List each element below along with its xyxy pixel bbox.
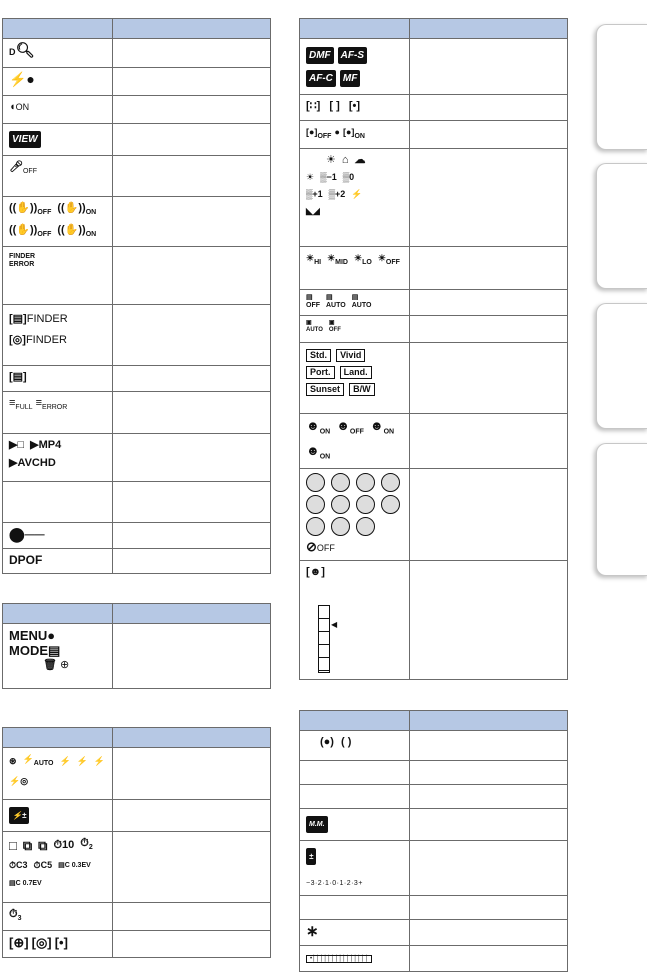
picture-effect-soft-focus-icon bbox=[381, 495, 400, 514]
nr-auto-2-icon: ▤ AUTO bbox=[351, 294, 372, 309]
finder-error-icon: FINDER ERROR bbox=[9, 253, 36, 269]
table-row bbox=[300, 343, 410, 414]
finder-2-icon: [◎]FINDER bbox=[9, 334, 67, 347]
dro-lo-icon: $☀_{LO}$ bbox=[354, 253, 372, 266]
table-row: ◖ON bbox=[3, 96, 113, 124]
ae-lock-icon: ∗ bbox=[306, 923, 319, 940]
nr-off-icon: ▤ OFF bbox=[306, 294, 320, 309]
spot-metering-icon: [•] bbox=[54, 935, 68, 951]
wb-custom-icon: ◣◢ bbox=[306, 206, 320, 216]
face-detect-on-icon: $[●]_{ON}$ bbox=[343, 127, 365, 140]
playback-avchd-icon: ▶AVCHD bbox=[9, 457, 56, 470]
left-table-2 bbox=[2, 603, 271, 689]
creative-std-icon: Std. bbox=[306, 349, 331, 362]
self-timer-2-icon: $⏱︎_2$ bbox=[80, 837, 93, 852]
wb-shade-icon: ⌂ bbox=[341, 154, 349, 166]
dro-off-icon: $☀_{OFF}$ bbox=[377, 253, 400, 266]
table-row: D🔍︎ bbox=[3, 39, 113, 68]
table-row bbox=[3, 124, 113, 156]
flash-on-icon: ⚡ bbox=[59, 755, 71, 766]
picture-effect-high-key-icon bbox=[306, 495, 325, 514]
table-row: ⊘OFF bbox=[300, 469, 410, 561]
table-row bbox=[300, 920, 410, 946]
continuous-icon: ⧉ bbox=[22, 838, 33, 854]
finder-1-icon: [▤]FINDER bbox=[9, 313, 68, 326]
table-row bbox=[300, 414, 410, 469]
side-tab-3[interactable] bbox=[596, 303, 647, 429]
af-illuminator-icon: ◖ bbox=[9, 101, 16, 113]
zoom-magnifier-icon: D bbox=[9, 47, 16, 57]
table-row bbox=[300, 561, 410, 680]
picture-effect-toy-camera-icon bbox=[356, 495, 375, 514]
table-row bbox=[3, 624, 113, 689]
flash-off-icon: ⊛ bbox=[9, 755, 17, 766]
picture-effect-high-contrast-icon bbox=[331, 495, 350, 514]
menu-icon: MENU● bbox=[9, 628, 56, 643]
left-table-3 bbox=[2, 727, 271, 958]
face-detect-off-icon: $[●]_{OFF}$ bbox=[306, 127, 332, 140]
face-detect-icon: ● bbox=[334, 127, 340, 137]
table-row bbox=[300, 95, 410, 121]
focus-adjusting-icon: ( ) bbox=[341, 736, 352, 748]
smile-on-icon: $☻_{ON}$ bbox=[306, 418, 331, 436]
single-shot-icon: □ bbox=[9, 838, 17, 854]
picture-effect-partial-color-icon bbox=[381, 473, 400, 492]
table-row bbox=[3, 931, 113, 958]
flash-rear-icon: ⚡ bbox=[93, 755, 106, 766]
flash-redeye-icon: ⚡◎ bbox=[9, 775, 29, 786]
side-tab-2[interactable] bbox=[596, 163, 647, 289]
bracket-07-icon: ▤C 0.7EV bbox=[9, 880, 42, 888]
lens-comp-off-icon: ▣ OFF bbox=[328, 320, 341, 333]
table-row bbox=[300, 121, 410, 149]
smile-on-3-icon: $☻_{ON}$ bbox=[306, 442, 331, 461]
table-row bbox=[3, 247, 113, 305]
picture-effect-miniature-icon bbox=[356, 517, 375, 536]
left-table-1 bbox=[2, 18, 271, 574]
table-row: $🎤︎_{OFF}$ bbox=[3, 156, 113, 197]
steadyshot-on-icon: $((✋))_{ON}$ bbox=[57, 202, 97, 217]
table-row bbox=[3, 748, 113, 800]
wb-fluor-p2-icon: ▒+2 bbox=[328, 189, 346, 199]
table-row bbox=[3, 549, 113, 574]
table-header bbox=[3, 604, 113, 624]
table-header bbox=[3, 728, 113, 748]
wb-fluor-0-icon: ▒0 bbox=[342, 172, 355, 182]
table-row bbox=[3, 903, 113, 931]
bracket-03-icon: ▤C 0.3EV bbox=[58, 862, 91, 870]
picture-effect-rich-tone-icon bbox=[331, 517, 350, 536]
table-header bbox=[3, 19, 113, 39]
table-row bbox=[300, 247, 410, 290]
table-row bbox=[300, 841, 410, 896]
wb-incandescent-icon: ☀ bbox=[306, 172, 315, 182]
steadyshot-off-icon: $((✋))_{OFF}$ bbox=[9, 202, 52, 217]
flash-auto-icon: $⚡_{AUTO}$ bbox=[22, 754, 54, 767]
view-icon: VIEW bbox=[9, 131, 41, 148]
dmf-icon: DMF bbox=[306, 47, 334, 64]
ev-scale: −3·2·1·0·1·2·3+ bbox=[306, 880, 363, 887]
memory-error-icon: ≡ bbox=[35, 397, 43, 410]
center-metering-icon: [◎] bbox=[31, 935, 52, 951]
picture-effect-pop-icon bbox=[331, 473, 350, 492]
table-row bbox=[3, 366, 113, 392]
picture-effect-posterization-icon bbox=[306, 473, 325, 492]
table-row: $\equiv_{FULL} \equiv_{ERROR}$ bbox=[3, 392, 113, 434]
metered-manual-icon: M.M. bbox=[306, 816, 328, 833]
af-c-icon: AF-C bbox=[306, 70, 336, 87]
dro-hi-icon: $☀_{HI}$ bbox=[306, 253, 322, 266]
focus-locked-icon: (●) bbox=[320, 736, 334, 748]
mf-icon: MF bbox=[340, 70, 360, 87]
picture-effect-retro-icon bbox=[356, 473, 375, 492]
table-row bbox=[3, 434, 113, 482]
table-header bbox=[300, 19, 410, 39]
creative-vivid-icon: Vivid bbox=[336, 349, 365, 362]
creative-port-icon: Port. bbox=[306, 366, 335, 379]
zoom-in-icon: ⊕ bbox=[60, 659, 70, 671]
af-area-flexible-icon: [•] bbox=[348, 100, 361, 112]
smile-off-icon: $☻_{OFF}$ bbox=[336, 418, 364, 436]
table-row bbox=[300, 149, 410, 247]
table-row bbox=[3, 523, 113, 549]
dro-mid-icon: $☀_{MID}$ bbox=[327, 253, 348, 266]
af-area-wide-icon: [∷] bbox=[306, 100, 321, 112]
wb-fluor-p1-icon: ▒+1 bbox=[306, 189, 323, 199]
nr-auto-icon: ▤ AUTO bbox=[326, 294, 346, 309]
table-row bbox=[300, 290, 410, 316]
table-row bbox=[300, 316, 410, 343]
speed-priority-icon: ⧉ bbox=[38, 838, 48, 854]
table-row bbox=[300, 809, 410, 841]
steadyshot-on-2-icon: $((✋))_{ON}$ bbox=[57, 224, 97, 239]
self-timer-c3-icon: ⏱︎C3 bbox=[9, 860, 28, 871]
flash-comp-icon: ⚡± bbox=[9, 807, 29, 824]
creative-bw-icon: B/W bbox=[349, 383, 375, 396]
lens-comp-auto-icon: ▣ AUTO bbox=[306, 320, 323, 333]
af-area-center-icon: [ ] bbox=[329, 100, 340, 112]
picture-effect-off-icon: ⊘ bbox=[306, 539, 317, 555]
side-tab-4[interactable] bbox=[596, 443, 647, 576]
creative-land-icon: Land. bbox=[340, 366, 372, 379]
smile-on-2-icon: $☻_{ON}$ bbox=[369, 418, 395, 436]
audio-off-icon: 🎤︎ bbox=[9, 161, 23, 173]
af-s-icon: AF-S bbox=[338, 47, 367, 64]
dpof-icon: DPOF bbox=[9, 553, 43, 568]
playback-still-icon: ▶□ bbox=[9, 439, 25, 452]
smile-shutter-icon: [☻] bbox=[306, 566, 325, 579]
mode-icon: MODE▤ bbox=[9, 643, 61, 658]
self-timer-3-icon: $⏱︎_3$ bbox=[9, 908, 22, 923]
self-timer-c5-icon: ⏱︎C5 bbox=[33, 860, 53, 871]
memory-full-icon: ≡ bbox=[9, 397, 16, 410]
wb-daylight-icon: ☀ bbox=[326, 154, 336, 166]
table-row bbox=[3, 305, 113, 366]
table-row bbox=[3, 800, 113, 832]
playback-mp4-icon: ▶MP4 bbox=[30, 439, 62, 452]
wb-flash-icon: ⚡ bbox=[351, 189, 363, 199]
picture-effect-painting-icon bbox=[306, 517, 325, 536]
trash-icon: 🗑︎ bbox=[43, 659, 57, 671]
creative-sunset-icon: Sunset bbox=[306, 383, 344, 396]
smile-sensitivity-meter bbox=[318, 605, 330, 673]
flash-slow-icon: ⚡ bbox=[76, 755, 88, 766]
self-timer-10-icon: ⏱︎10 bbox=[53, 839, 75, 852]
finder-frame-icon: [▤] bbox=[9, 371, 27, 384]
table-row bbox=[3, 832, 113, 903]
table-row bbox=[300, 39, 410, 95]
table-header bbox=[300, 711, 410, 731]
table-row bbox=[300, 731, 410, 761]
wb-cloudy-icon: ☁ bbox=[354, 154, 366, 166]
wb-fluor-m1-icon: ▒−1 bbox=[320, 172, 337, 182]
right-table-2 bbox=[299, 710, 568, 972]
exposure-comp-icon: ± bbox=[306, 848, 316, 865]
table-row bbox=[3, 197, 113, 247]
flash-charging-icon: ⚡● bbox=[9, 71, 35, 87]
multi-metering-icon: [⊕] bbox=[9, 935, 29, 951]
table-row bbox=[3, 68, 113, 96]
protect-key-icon: ⬤── bbox=[9, 526, 45, 543]
right-table-1 bbox=[299, 18, 568, 680]
meter-pointer-icon: ◀ bbox=[331, 620, 338, 630]
steadyshot-off-2-icon: $((✋))_{OFF}$ bbox=[9, 224, 52, 239]
side-tab-1[interactable] bbox=[596, 24, 647, 150]
shutter-aperture-scale: •│││││││││││││││ bbox=[306, 955, 372, 963]
